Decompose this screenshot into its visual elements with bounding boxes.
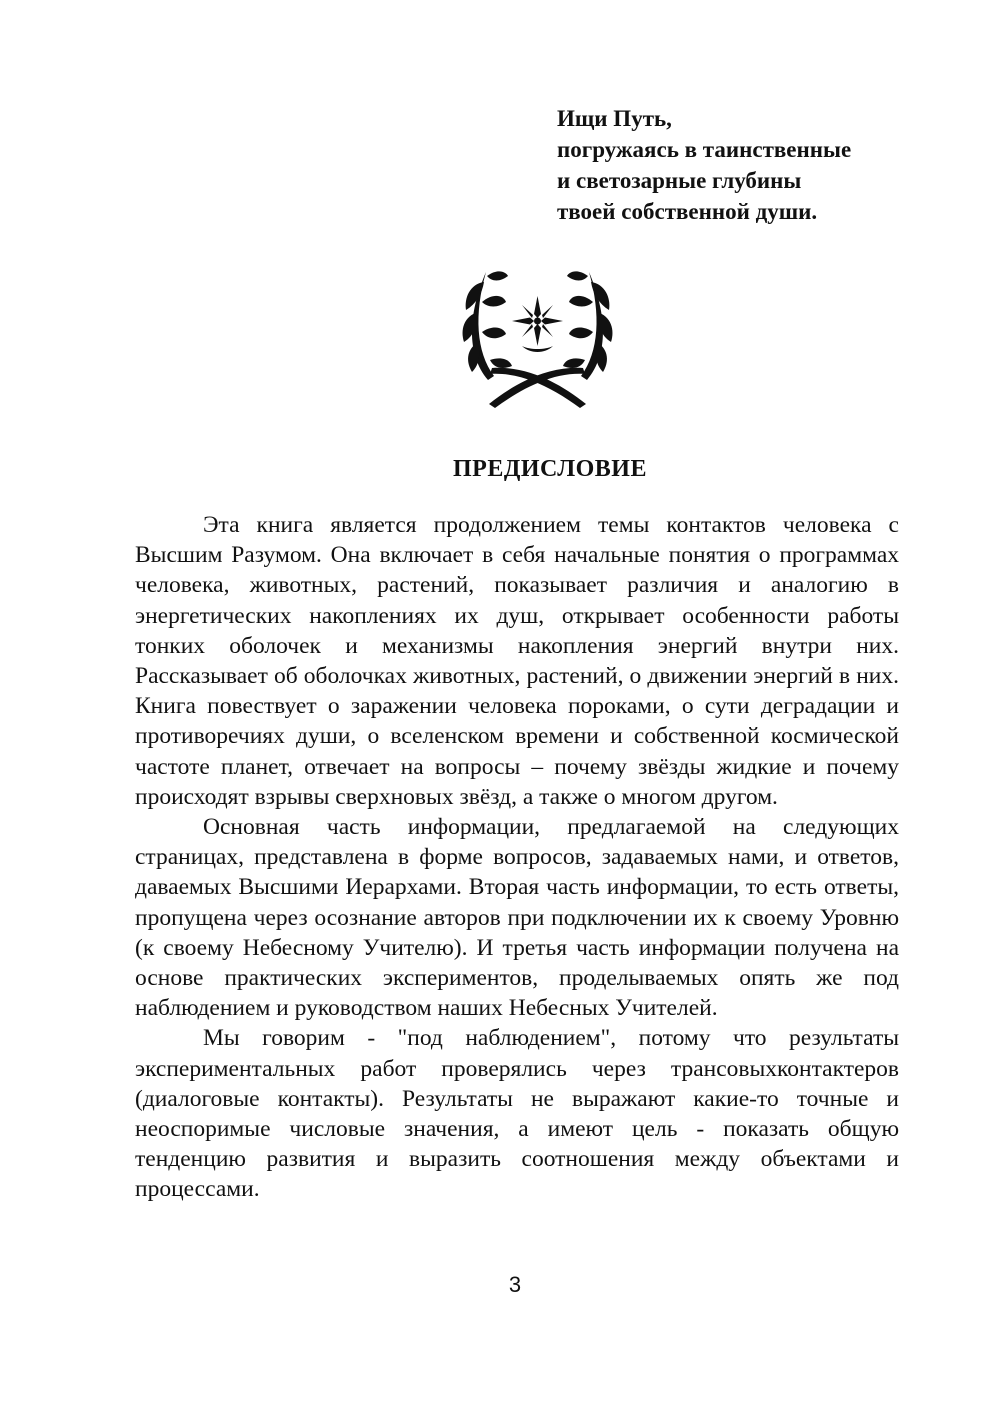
epigraph-line: и светозарные глубины <box>557 168 802 193</box>
paragraph: Основная часть информации, предлагаемой на следующих страницах, представлена в форме вопросов, задаваемых нами, и ответов, даваемых Высшими Иерархами. Вторая часть информации, то есть ответы, пропущена через осознание авторов при подключении их к своему Уровню (к своему Небесному Учителю). И третья часть информации получена на основе практических экспериментов, проделываемых опять же под наблюдением и руководством наших Небесных Учителей. <box>135 814 899 1022</box>
page-number: 3 <box>508 1272 522 1297</box>
paragraph: Мы говорим - "под наблюдением", потому что результаты экспериментальных работ проверялись через трансовыхконтактеров (диалоговые контакты). Результаты не выражают какие-то точные и неоспоримые числовые значения, а имеют цель - показать общую тенденцию развития и выразить соотношения между объектами и процессами. <box>135 1025 899 1203</box>
epigraph <box>557 103 977 227</box>
body-text <box>135 510 899 1205</box>
epigraph-line: погружаясь в таинственные <box>557 137 852 162</box>
laurel-wreath-with-compass-star-icon <box>460 262 615 412</box>
paragraph: Эта книга является продолжением темы контактов человека с Высшим Разумом. Она включает в себя начальные понятия о программах человека, животных, растений, показывает различия и аналогию в энергетических накоплениях их душ, открывает особенности работы тонких оболочек и механизмы накопления энергий внутри них. Рассказывает об оболочках животных, растений, о движении энергий в них. Книга повествует о заражении человека пороками, о сути деградации и противоречиях души, о вселенском времени и собственной космической частоте планет, отвечает на вопросы – почему звёзды жидкие и почему происходят взрывы сверхновых звёзд, а также о многом другом. <box>135 512 899 810</box>
epigraph-line: Ищи Путь, <box>557 106 672 131</box>
epigraph-line: твоей собственной души. <box>557 199 818 224</box>
chapter-title: ПРЕДИСЛОВИЕ <box>453 456 647 482</box>
